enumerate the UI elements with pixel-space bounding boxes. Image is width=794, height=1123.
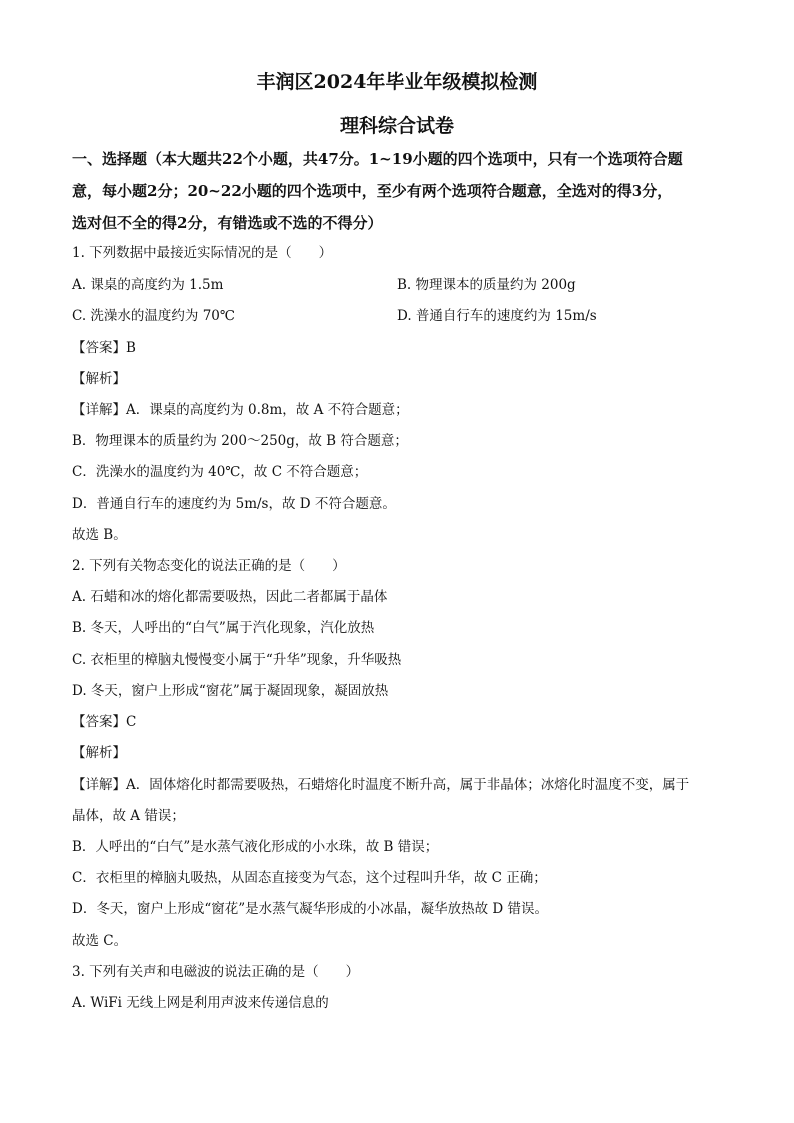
question-1-analysis-label: 【解析】 xyxy=(72,371,126,387)
question-2-option-d: D. 冬天，窗户上形成“窗花”属于凝固现象，凝固放热 xyxy=(72,683,389,699)
section-heading-line-3: 选对但不全的得2分，有错选或不选的不得分） xyxy=(72,214,383,232)
question-2-analysis-label: 【解析】 xyxy=(72,745,126,761)
question-1-detail-line: 【详解】A．课桌的高度约为 0.8m，故 A 不符合题意； xyxy=(72,402,409,418)
question-1-detail-line: C．洗澡水的温度约为 40℃，故 C 不符合题意； xyxy=(72,464,368,480)
section-heading-line-1: 一、选择题（本大题共22个小题，共47分。1~19小题的四个选项中，只有一个选项符合题 xyxy=(72,150,683,168)
question-2-answer: 【答案】C xyxy=(72,714,137,730)
question-1-answer: 【答案】B xyxy=(72,340,136,356)
page-title: 丰润区2024年毕业年级模拟检测 xyxy=(256,71,538,93)
page-subtitle: 理科综合试卷 xyxy=(339,115,454,137)
question-2-conclusion: 故选 C。 xyxy=(72,933,128,949)
question-2-detail-line: 【详解】A．固体熔化时都需要吸热，石蜡熔化时温度不断升高，属于非晶体；冰熔化时温度不变，属于 xyxy=(72,777,690,793)
question-1-option-a: A. 课桌的高度约为 1.5m xyxy=(72,277,224,293)
question-2-detail-line: D．冬天，窗户上形成“窗花”是水蒸气凝华形成的小冰晶，凝华放热故 D 错误。 xyxy=(72,901,549,917)
question-1-detail-line: B．物理课本的质量约为 200～250g，故 B 符合题意； xyxy=(72,433,408,449)
question-2-option-c: C. 衣柜里的樟脑丸慢慢变小属于“升华”现象，升华吸热 xyxy=(72,652,402,668)
question-1-detail-line: D．普通自行车的速度约为 5m/s，故 D 不符合题意。 xyxy=(72,496,396,512)
question-2-detail-line: B．人呼出的“白气”是水蒸气液化形成的小水珠，故 B 错误； xyxy=(72,839,439,855)
question-2-option-a: A. 石蜡和冰的熔化都需要吸热，因此二者都属于晶体 xyxy=(72,589,388,605)
question-2-detail-line: 晶体，故 A 错误； xyxy=(72,808,185,824)
question-1-option-c: C. 洗澡水的温度约为 70℃ xyxy=(72,308,236,324)
question-1-stem: 1. 下列数据中最接近实际情况的是（ ） xyxy=(72,245,333,261)
question-3-stem: 3. 下列有关声和电磁波的说法正确的是（ ） xyxy=(72,964,360,980)
question-3-option-a: A. WiFi 无线上网是利用声波来传递信息的 xyxy=(72,995,329,1011)
question-1-option-b: B. 物理课本的质量约为 200g xyxy=(397,277,576,293)
question-2-option-b: B. 冬天，人呼出的“白气”属于汽化现象，汽化放热 xyxy=(72,620,375,636)
question-2-stem: 2. 下列有关物态变化的说法正确的是（ ） xyxy=(72,558,346,574)
question-1-conclusion: 故选 B。 xyxy=(72,527,127,543)
question-1-option-d: D. 普通自行车的速度约为 15m/s xyxy=(397,308,597,324)
section-heading-line-2: 意，每小题2分；20~22小题的四个选项中，至少有两个选项符合题意，全选对的得3分， xyxy=(72,182,673,200)
question-2-detail-line: C．衣柜里的樟脑丸吸热，从固态直接变为气态，这个过程叫升华，故 C 正确； xyxy=(72,870,547,886)
